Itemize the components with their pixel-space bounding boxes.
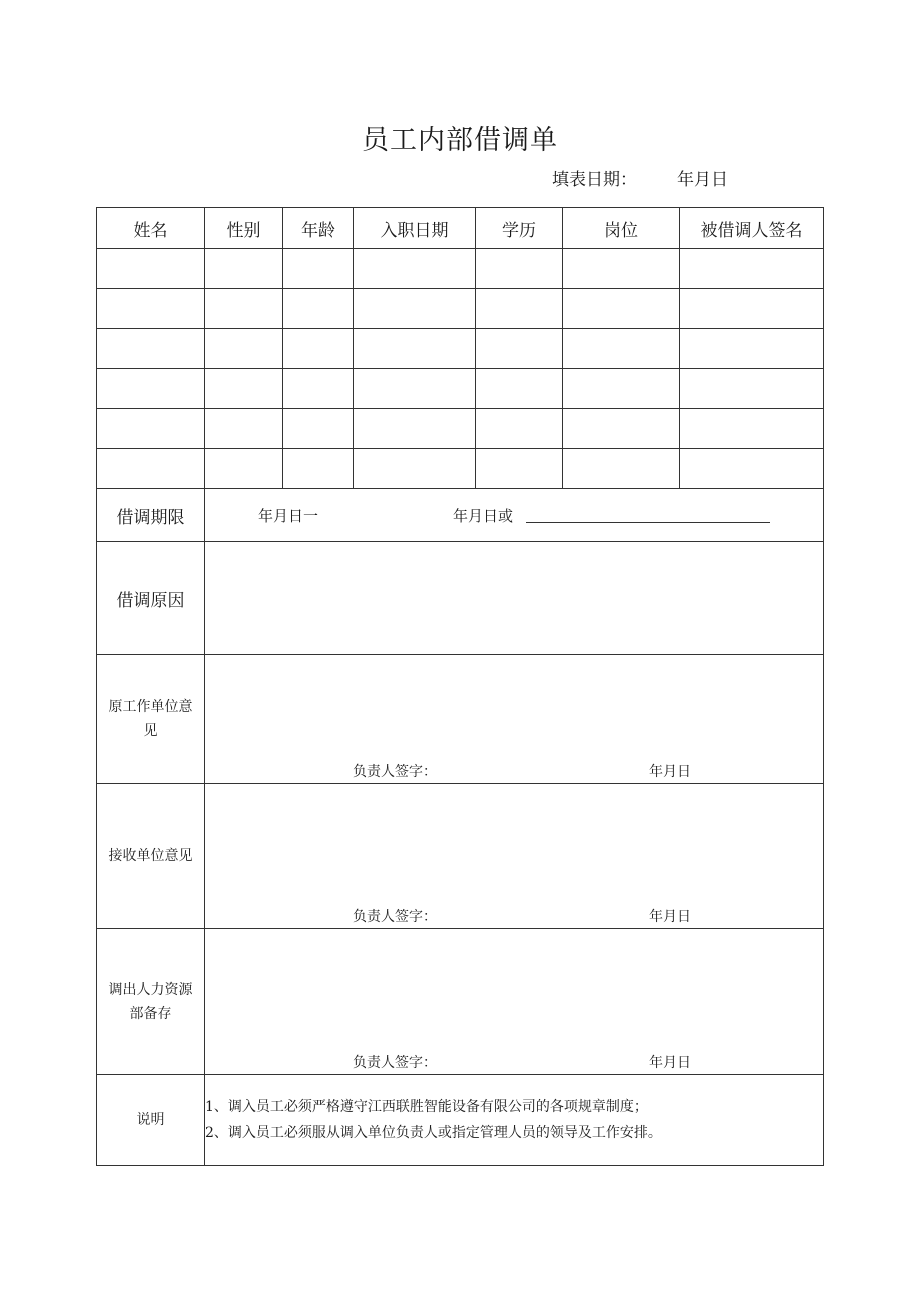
reason-row [97, 542, 824, 655]
table-row [97, 249, 824, 289]
table-row [97, 329, 824, 369]
hr-dept-signature: 负责人签字： [353, 1055, 437, 1071]
table-row [97, 289, 824, 329]
hr-dept-date: 年月日 [649, 1055, 691, 1071]
period-to: 年月日或 [453, 507, 514, 525]
receiving-unit-label: 接收单位意见 [97, 784, 205, 929]
notes-content [205, 1075, 824, 1166]
receiving-unit-signature: 负责人签字： [353, 909, 437, 925]
notes-row [97, 1075, 824, 1166]
table-row [97, 369, 824, 409]
table-row [97, 449, 824, 489]
reason-field[interactable] [205, 542, 824, 655]
loan-form-table [96, 207, 824, 1166]
header-position: 岗位 [563, 208, 680, 249]
header-education: 学历 [476, 208, 563, 249]
receiving-unit-date: 年月日 [649, 909, 691, 925]
note-item-1: 1、调入员工必须严格遵守江西联胜智能设备有限公司的各项规章制度； [205, 1099, 648, 1115]
form-title: 员工内部借调单 [362, 125, 558, 156]
hr-dept-row [97, 929, 824, 1075]
receiving-unit-opinion[interactable] [205, 784, 824, 929]
header-signature: 被借调人签名 [680, 208, 824, 249]
header-row [97, 208, 824, 249]
header-age: 年龄 [283, 208, 354, 249]
reason-label: 借调原因 [97, 542, 205, 655]
period-field[interactable] [205, 489, 824, 542]
original-unit-row [97, 655, 824, 784]
fill-date-label: 填表日期： [552, 170, 637, 190]
original-unit-opinion[interactable] [205, 655, 824, 784]
fill-date [552, 165, 728, 190]
header-hire-date: 入职日期 [354, 208, 476, 249]
period-blank-line[interactable] [526, 522, 770, 523]
note-item-2: 2、调入员工必须服从调入单位负责人或指定管理人员的领导及工作安排。 [205, 1125, 662, 1141]
fill-date-value: 年月日 [677, 170, 728, 190]
original-unit-date: 年月日 [649, 764, 691, 780]
receiving-unit-row [97, 784, 824, 929]
hr-dept-label: 调出人力资源 部备存 [97, 929, 205, 1075]
header-name: 姓名 [97, 208, 205, 249]
period-label: 借调期限 [97, 489, 205, 542]
header-gender: 性别 [205, 208, 283, 249]
period-row [97, 489, 824, 542]
original-unit-label: 原工作单位意 见 [97, 655, 205, 784]
table-row [97, 409, 824, 449]
notes-label: 说明 [97, 1075, 205, 1166]
original-unit-signature: 负责人签字： [353, 764, 437, 780]
hr-dept-opinion[interactable] [205, 929, 824, 1075]
period-from: 年月日一 [258, 507, 319, 525]
